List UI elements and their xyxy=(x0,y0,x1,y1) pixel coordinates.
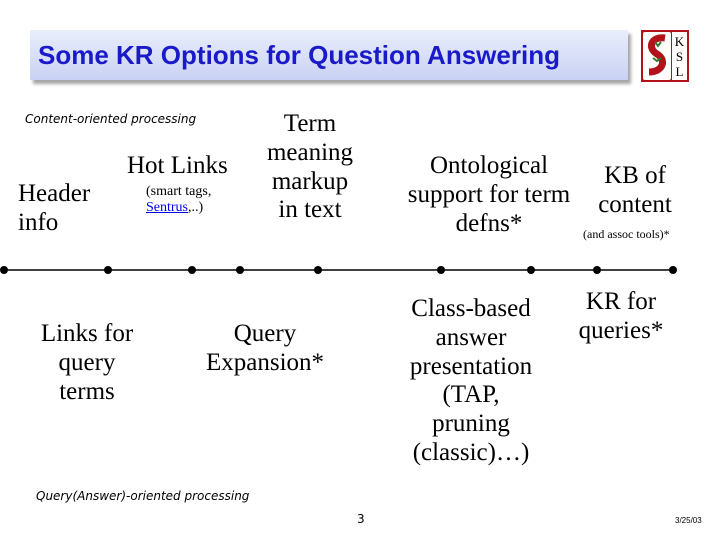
content-oriented-label: Content-oriented processing xyxy=(25,112,197,126)
timeline-axis xyxy=(0,262,720,278)
page-number: 3 xyxy=(357,512,365,526)
logo-letter-k: K xyxy=(674,34,685,49)
timeline-dot xyxy=(669,266,677,274)
links-for-query-terms-text: Links for query terms xyxy=(40,320,134,405)
hot-links-subtext: (smart tags, Sentrus,..) xyxy=(146,184,212,216)
header-info-text: Header info xyxy=(18,180,91,236)
logo-letter-s: S xyxy=(675,49,684,64)
timeline-dot xyxy=(236,266,244,274)
hot-links-text: Hot Links xyxy=(127,152,228,179)
class-based-answer-text: Class-based answer presentation (TAP, pruning (classic)…) xyxy=(409,295,533,466)
term-meaning-text: Term meaning markup in text xyxy=(266,110,354,224)
logo-letter-l: L xyxy=(675,64,684,79)
ontological-support-text: Ontological support for term defns* xyxy=(407,152,571,237)
timeline-dot xyxy=(104,266,112,274)
sentrus-link[interactable]: Sentrus xyxy=(146,200,188,216)
slide-title: Some KR Options for Question Answering xyxy=(38,40,560,70)
title-bar xyxy=(30,30,628,80)
ksl-logo xyxy=(641,30,689,82)
timeline-dot xyxy=(314,266,322,274)
timeline-dot xyxy=(437,266,445,274)
slide-date: 3/25/03 xyxy=(675,516,702,525)
timeline-dot xyxy=(188,266,196,274)
timeline-dot xyxy=(0,266,8,274)
timeline-dot xyxy=(527,266,535,274)
kb-of-content-text: KB of content xyxy=(598,162,672,218)
kb-content-subtext: (and assoc tools)* xyxy=(583,227,670,241)
query-oriented-label: Query(Answer)-oriented processing xyxy=(36,489,250,503)
query-expansion-text: Query Expansion* xyxy=(205,320,325,376)
timeline-dot xyxy=(593,266,601,274)
kr-for-queries-text: KR for queries* xyxy=(578,288,664,344)
